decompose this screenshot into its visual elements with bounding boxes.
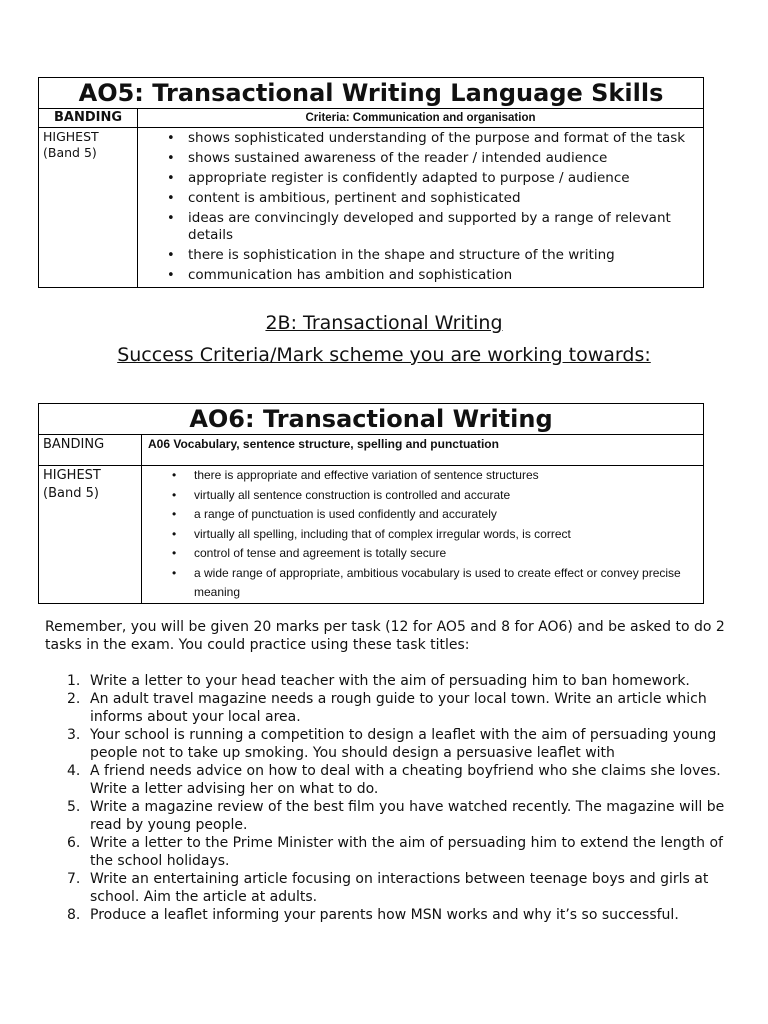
ao5-band-cell bbox=[39, 128, 138, 288]
instructions-paragraph: Remember, you will be given 20 marks per task (12 for AO5 and 8 for AO6) and be asked to do 2 tasks in the exam. You could practice using these task titles: bbox=[45, 619, 725, 653]
task-number: 5. bbox=[67, 799, 81, 815]
task-item bbox=[45, 906, 735, 924]
ao5-criterion: • ideas are convincingly developed and supported by a range of relevant details bbox=[188, 210, 697, 244]
task-list bbox=[45, 672, 735, 924]
ao5-criterion: • there is sophistication in the shape and structure of the writing bbox=[188, 247, 697, 264]
task-item bbox=[45, 726, 735, 762]
task-text: Write a letter to the Prime Minister with the aim of persuading him to extend the length of the school holidays. bbox=[90, 835, 723, 869]
ao6-criterion: • a range of punctuation is used confidently and accurately bbox=[194, 505, 695, 525]
task-item bbox=[45, 672, 735, 690]
ao5-criterion: • shows sustained awareness of the reader / intended audience bbox=[188, 150, 697, 167]
task-item bbox=[45, 690, 735, 726]
task-text: Your school is running a competition to design a leaflet with the aim of persuading young people not to take up smoking. You should design a persuasive leaflet with bbox=[90, 727, 717, 761]
task-text: Write a magazine review of the best film you have watched recently. The magazine will be read by young people. bbox=[90, 799, 725, 833]
task-number: 6. bbox=[67, 835, 81, 851]
task-text: A friend needs advice on how to deal with a cheating boyfriend who she claims she loves. Write a letter advising her on what to do. bbox=[90, 763, 721, 797]
ao5-banding-header: BANDING bbox=[39, 109, 138, 128]
task-text: Write a letter to your head teacher with the aim of persuading him to ban homework. bbox=[90, 673, 690, 689]
task-number: 7. bbox=[67, 871, 81, 887]
ao6-criteria-list bbox=[142, 466, 703, 603]
ao6-criterion: • there is appropriate and effective variation of sentence structures bbox=[194, 466, 695, 486]
ao5-band-number: (Band 5) bbox=[43, 145, 97, 160]
ao5-table bbox=[38, 77, 704, 288]
ao6-criteria-cell bbox=[142, 466, 704, 604]
section-subtitle: Success Criteria/Mark scheme you are working towards: bbox=[117, 344, 651, 366]
ao5-title: AO5: Transactional Writing Language Skills bbox=[39, 78, 704, 109]
section-title: 2B: Transactional Writing bbox=[265, 312, 503, 334]
ao6-band-cell bbox=[39, 466, 142, 604]
task-text: An adult travel magazine needs a rough guide to your local town. Write an article which informs about your local area. bbox=[90, 691, 707, 725]
task-number: 3. bbox=[67, 727, 81, 743]
ao6-band-name: HIGHEST bbox=[43, 468, 101, 483]
ao6-band-number: (Band 5) bbox=[43, 486, 99, 501]
ao6-title: AO6: Transactional Writing bbox=[39, 404, 704, 435]
task-number: 4. bbox=[67, 763, 81, 779]
ao5-criteria-header: Criteria: Communication and organisation bbox=[138, 109, 704, 128]
ao6-criterion: • control of tense and agreement is totally secure bbox=[194, 544, 695, 564]
task-number: 1. bbox=[67, 673, 81, 689]
ao5-criterion: • communication has ambition and sophistication bbox=[188, 267, 697, 284]
task-item bbox=[45, 762, 735, 798]
task-item bbox=[45, 834, 735, 870]
ao5-criterion: • appropriate register is confidently adapted to purpose / audience bbox=[188, 170, 697, 187]
ao6-banding-header: BANDING bbox=[39, 435, 142, 466]
task-text: Produce a leaflet informing your parents how MSN works and why it’s so successful. bbox=[90, 907, 679, 923]
ao5-band-name: HIGHEST bbox=[43, 129, 99, 144]
task-item bbox=[45, 870, 735, 906]
task-number: 8. bbox=[67, 907, 81, 923]
task-item bbox=[45, 798, 735, 834]
ao5-criterion: • content is ambitious, pertinent and sophisticated bbox=[188, 190, 697, 207]
ao6-table bbox=[38, 403, 704, 604]
ao5-criterion: • shows sophisticated understanding of the purpose and format of the task bbox=[188, 130, 697, 147]
task-text: Write an entertaining article focusing on interactions between teenage boys and girls at school. Aim the article at adults. bbox=[90, 871, 709, 905]
ao6-criterion: • virtually all sentence construction is controlled and accurate bbox=[194, 486, 695, 506]
ao5-criteria-cell bbox=[138, 128, 704, 288]
ao6-criterion: • virtually all spelling, including that of complex irregular words, is correct bbox=[194, 525, 695, 545]
ao6-criteria-header: A06 Vocabulary, sentence structure, spelling and punctuation bbox=[142, 435, 704, 466]
task-number: 2. bbox=[67, 691, 81, 707]
ao5-criteria-list bbox=[138, 130, 703, 284]
ao6-criterion: • a wide range of appropriate, ambitious vocabulary is used to create effect or convey precise meaning bbox=[194, 564, 695, 603]
